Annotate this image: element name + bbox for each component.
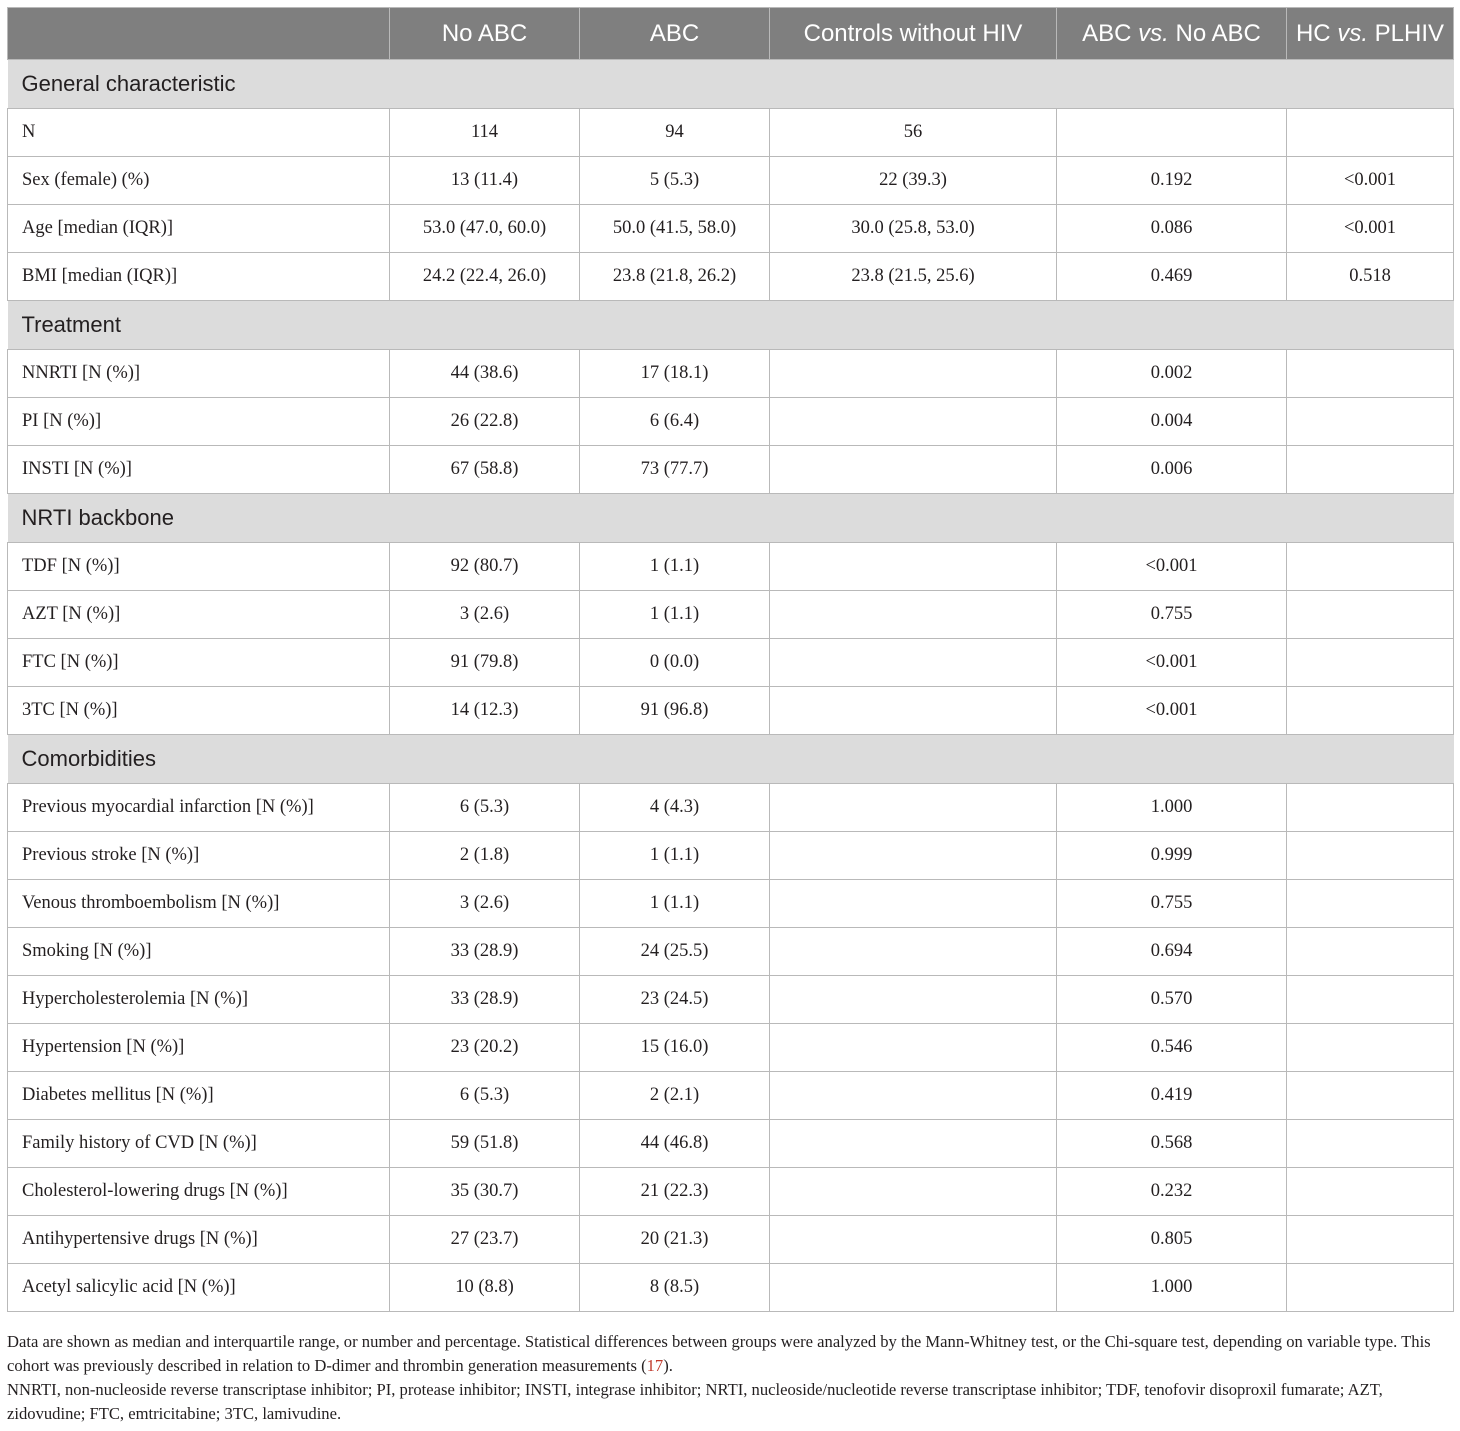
header-blank: [8, 8, 390, 60]
table-row: [8, 205, 1454, 253]
table-row: [8, 350, 1454, 398]
section-title: Comorbidities: [8, 735, 1454, 784]
controls-cell: [770, 350, 1057, 398]
table-row: [8, 109, 1454, 157]
table-row: [8, 976, 1454, 1024]
table-row: [8, 1216, 1454, 1264]
row-label: TDF [N (%)]: [8, 543, 390, 591]
hc-vs-plhiv-cell: <0.001: [1287, 157, 1454, 205]
table-row: [8, 832, 1454, 880]
hc-vs-plhiv-cell: [1287, 1216, 1454, 1264]
abc-vs-no-abc-cell: 0.999: [1057, 832, 1287, 880]
no-abc-cell: 33 (28.9): [390, 928, 580, 976]
abc-cell: 23.8 (21.8, 26.2): [580, 253, 770, 301]
table-row: [8, 591, 1454, 639]
hc-vs-plhiv-cell: [1287, 639, 1454, 687]
header-row: [8, 8, 1454, 60]
abc-vs-no-abc-cell: 0.755: [1057, 591, 1287, 639]
table-row: [8, 880, 1454, 928]
controls-cell: [770, 832, 1057, 880]
no-abc-cell: 44 (38.6): [390, 350, 580, 398]
hc-vs-plhiv-cell: [1287, 1024, 1454, 1072]
hc-vs-plhiv-cell: 0.518: [1287, 253, 1454, 301]
row-label: Previous myocardial infarction [N (%)]: [8, 784, 390, 832]
hc-vs-plhiv-cell: [1287, 687, 1454, 735]
table-row: [8, 253, 1454, 301]
abc-cell: 91 (96.8): [580, 687, 770, 735]
abc-cell: 1 (1.1): [580, 591, 770, 639]
no-abc-cell: 6 (5.3): [390, 784, 580, 832]
hc-vs-plhiv-cell: [1287, 784, 1454, 832]
controls-cell: [770, 446, 1057, 494]
table-body: [8, 60, 1454, 1312]
table-footnotes: [7, 1330, 1453, 1426]
abc-vs-no-abc-cell: 0.546: [1057, 1024, 1287, 1072]
abc-vs-no-abc-cell: 0.006: [1057, 446, 1287, 494]
abc-vs-no-abc-cell: 0.755: [1057, 880, 1287, 928]
hc-vs-plhiv-cell: [1287, 1072, 1454, 1120]
row-label: 3TC [N (%)]: [8, 687, 390, 735]
row-label: PI [N (%)]: [8, 398, 390, 446]
row-label: NNRTI [N (%)]: [8, 350, 390, 398]
controls-cell: [770, 687, 1057, 735]
row-label: FTC [N (%)]: [8, 639, 390, 687]
row-label: Diabetes mellitus [N (%)]: [8, 1072, 390, 1120]
table-row: [8, 1264, 1454, 1312]
no-abc-cell: 14 (12.3): [390, 687, 580, 735]
row-label: Acetyl salicylic acid [N (%)]: [8, 1264, 390, 1312]
row-label: Family history of CVD [N (%)]: [8, 1120, 390, 1168]
controls-cell: [770, 543, 1057, 591]
abc-cell: 0 (0.0): [580, 639, 770, 687]
row-label: Hypercholesterolemia [N (%)]: [8, 976, 390, 1024]
controls-cell: [770, 1264, 1057, 1312]
controls-cell: [770, 928, 1057, 976]
controls-cell: [770, 784, 1057, 832]
hc-vs-plhiv-cell: [1287, 832, 1454, 880]
table-row: [8, 1024, 1454, 1072]
header-abc: ABC: [580, 8, 770, 60]
abc-vs-no-abc-cell: 0.805: [1057, 1216, 1287, 1264]
table-row: [8, 1168, 1454, 1216]
abc-cell: 23 (24.5): [580, 976, 770, 1024]
row-label: N: [8, 109, 390, 157]
controls-cell: [770, 1024, 1057, 1072]
table-row: [8, 446, 1454, 494]
row-label: Age [median (IQR)]: [8, 205, 390, 253]
table-row: [8, 398, 1454, 446]
row-label: Hypertension [N (%)]: [8, 1024, 390, 1072]
abc-cell: 24 (25.5): [580, 928, 770, 976]
hc-vs-plhiv-cell: [1287, 543, 1454, 591]
abc-vs-no-abc-cell: 0.570: [1057, 976, 1287, 1024]
no-abc-cell: 24.2 (22.4, 26.0): [390, 253, 580, 301]
abc-vs-no-abc-cell: 1.000: [1057, 1264, 1287, 1312]
section-header-row: [8, 494, 1454, 543]
abc-cell: 94: [580, 109, 770, 157]
hc-vs-plhiv-cell: [1287, 350, 1454, 398]
abc-vs-no-abc-cell: 0.694: [1057, 928, 1287, 976]
header-no-abc: No ABC: [390, 8, 580, 60]
hc-vs-plhiv-cell: <0.001: [1287, 205, 1454, 253]
no-abc-cell: 53.0 (47.0, 60.0): [390, 205, 580, 253]
abc-cell: 1 (1.1): [580, 832, 770, 880]
abc-vs-no-abc-cell: 0.568: [1057, 1120, 1287, 1168]
hc-vs-plhiv-cell: [1287, 1264, 1454, 1312]
abc-cell: 15 (16.0): [580, 1024, 770, 1072]
abc-vs-no-abc-cell: 1.000: [1057, 784, 1287, 832]
abc-vs-no-abc-cell: <0.001: [1057, 543, 1287, 591]
no-abc-cell: 27 (23.7): [390, 1216, 580, 1264]
footnote-abbreviations: NNRTI, non-nucleoside reverse transcriptase inhibitor; PI, protease inhibitor; INSTI, integrase inhibitor; NRTI, nucleoside/nucleotide reverse transcriptase inhibitor; TDF, tenofovir disoproxil fumarate; AZT, zidovudine; FTC, emtricitabine; 3TC, lamivudine.: [7, 1380, 1383, 1423]
no-abc-cell: 59 (51.8): [390, 1120, 580, 1168]
section-title: General characteristic: [8, 60, 1454, 109]
hc-vs-plhiv-cell: [1287, 880, 1454, 928]
row-label: BMI [median (IQR)]: [8, 253, 390, 301]
controls-cell: [770, 591, 1057, 639]
abc-vs-no-abc-cell: 0.419: [1057, 1072, 1287, 1120]
row-label: INSTI [N (%)]: [8, 446, 390, 494]
abc-vs-no-abc-cell: 0.086: [1057, 205, 1287, 253]
controls-cell: [770, 880, 1057, 928]
abc-vs-no-abc-cell: 0.002: [1057, 350, 1287, 398]
no-abc-cell: 33 (28.9): [390, 976, 580, 1024]
table-row: [8, 157, 1454, 205]
row-label: Smoking [N (%)]: [8, 928, 390, 976]
abc-vs-no-abc-cell: 0.469: [1057, 253, 1287, 301]
table-row: [8, 687, 1454, 735]
table-row: [8, 784, 1454, 832]
controls-cell: [770, 398, 1057, 446]
no-abc-cell: 6 (5.3): [390, 1072, 580, 1120]
section-title: Treatment: [8, 301, 1454, 350]
abc-cell: 17 (18.1): [580, 350, 770, 398]
abc-vs-no-abc-cell: 0.004: [1057, 398, 1287, 446]
section-header-row: [8, 735, 1454, 784]
controls-cell: 56: [770, 109, 1057, 157]
controls-cell: [770, 639, 1057, 687]
header-abc-vs-no-abc: ABC vs. No ABC: [1057, 8, 1287, 60]
controls-cell: [770, 1120, 1057, 1168]
no-abc-cell: 23 (20.2): [390, 1024, 580, 1072]
controls-cell: 22 (39.3): [770, 157, 1057, 205]
row-label: Sex (female) (%): [8, 157, 390, 205]
abc-cell: 8 (8.5): [580, 1264, 770, 1312]
no-abc-cell: 10 (8.8): [390, 1264, 580, 1312]
hc-vs-plhiv-cell: [1287, 446, 1454, 494]
abc-cell: 20 (21.3): [580, 1216, 770, 1264]
controls-cell: [770, 1216, 1057, 1264]
controls-cell: [770, 1168, 1057, 1216]
reference-link[interactable]: 17: [646, 1356, 664, 1375]
row-label: Cholesterol-lowering drugs [N (%)]: [8, 1168, 390, 1216]
no-abc-cell: 3 (2.6): [390, 880, 580, 928]
section-header-row: [8, 60, 1454, 109]
abc-cell: 5 (5.3): [580, 157, 770, 205]
abc-vs-no-abc-cell: [1057, 109, 1287, 157]
no-abc-cell: 35 (30.7): [390, 1168, 580, 1216]
abc-vs-no-abc-cell: <0.001: [1057, 639, 1287, 687]
abc-vs-no-abc-cell: <0.001: [1057, 687, 1287, 735]
no-abc-cell: 13 (11.4): [390, 157, 580, 205]
hc-vs-plhiv-cell: [1287, 1168, 1454, 1216]
table-row: [8, 1120, 1454, 1168]
abc-cell: 6 (6.4): [580, 398, 770, 446]
abc-cell: 50.0 (41.5, 58.0): [580, 205, 770, 253]
characteristics-table: [7, 7, 1454, 1312]
row-label: Previous stroke [N (%)]: [8, 832, 390, 880]
header-controls: Controls without HIV: [770, 8, 1057, 60]
abc-cell: 4 (4.3): [580, 784, 770, 832]
abc-cell: 73 (77.7): [580, 446, 770, 494]
row-label: AZT [N (%)]: [8, 591, 390, 639]
row-label: Antihypertensive drugs [N (%)]: [8, 1216, 390, 1264]
footnote-methods: Data are shown as median and interquartile range, or number and percentage. Statistical differences between groups were analyzed by the Mann-Whitney test, or the Chi-square test, depending on variable type. This cohort was previously described in relation to D-dimer and thrombin generation measurements (17).: [7, 1332, 1431, 1375]
no-abc-cell: 3 (2.6): [390, 591, 580, 639]
table-row: [8, 543, 1454, 591]
hc-vs-plhiv-cell: [1287, 398, 1454, 446]
abc-cell: 2 (2.1): [580, 1072, 770, 1120]
controls-cell: [770, 1072, 1057, 1120]
abc-vs-no-abc-cell: 0.232: [1057, 1168, 1287, 1216]
abc-cell: 21 (22.3): [580, 1168, 770, 1216]
controls-cell: 23.8 (21.5, 25.6): [770, 253, 1057, 301]
abc-cell: 44 (46.8): [580, 1120, 770, 1168]
hc-vs-plhiv-cell: [1287, 1120, 1454, 1168]
abc-cell: 1 (1.1): [580, 880, 770, 928]
header-hc-vs-plhiv: HC vs. PLHIV: [1287, 8, 1454, 60]
hc-vs-plhiv-cell: [1287, 928, 1454, 976]
no-abc-cell: 114: [390, 109, 580, 157]
table-row: [8, 639, 1454, 687]
hc-vs-plhiv-cell: [1287, 591, 1454, 639]
no-abc-cell: 91 (79.8): [390, 639, 580, 687]
table-row: [8, 1072, 1454, 1120]
no-abc-cell: 26 (22.8): [390, 398, 580, 446]
no-abc-cell: 2 (1.8): [390, 832, 580, 880]
section-header-row: [8, 301, 1454, 350]
controls-cell: 30.0 (25.8, 53.0): [770, 205, 1057, 253]
abc-cell: 1 (1.1): [580, 543, 770, 591]
row-label: Venous thromboembolism [N (%)]: [8, 880, 390, 928]
table-row: [8, 928, 1454, 976]
abc-vs-no-abc-cell: 0.192: [1057, 157, 1287, 205]
hc-vs-plhiv-cell: [1287, 976, 1454, 1024]
no-abc-cell: 92 (80.7): [390, 543, 580, 591]
no-abc-cell: 67 (58.8): [390, 446, 580, 494]
hc-vs-plhiv-cell: [1287, 109, 1454, 157]
section-title: NRTI backbone: [8, 494, 1454, 543]
controls-cell: [770, 976, 1057, 1024]
